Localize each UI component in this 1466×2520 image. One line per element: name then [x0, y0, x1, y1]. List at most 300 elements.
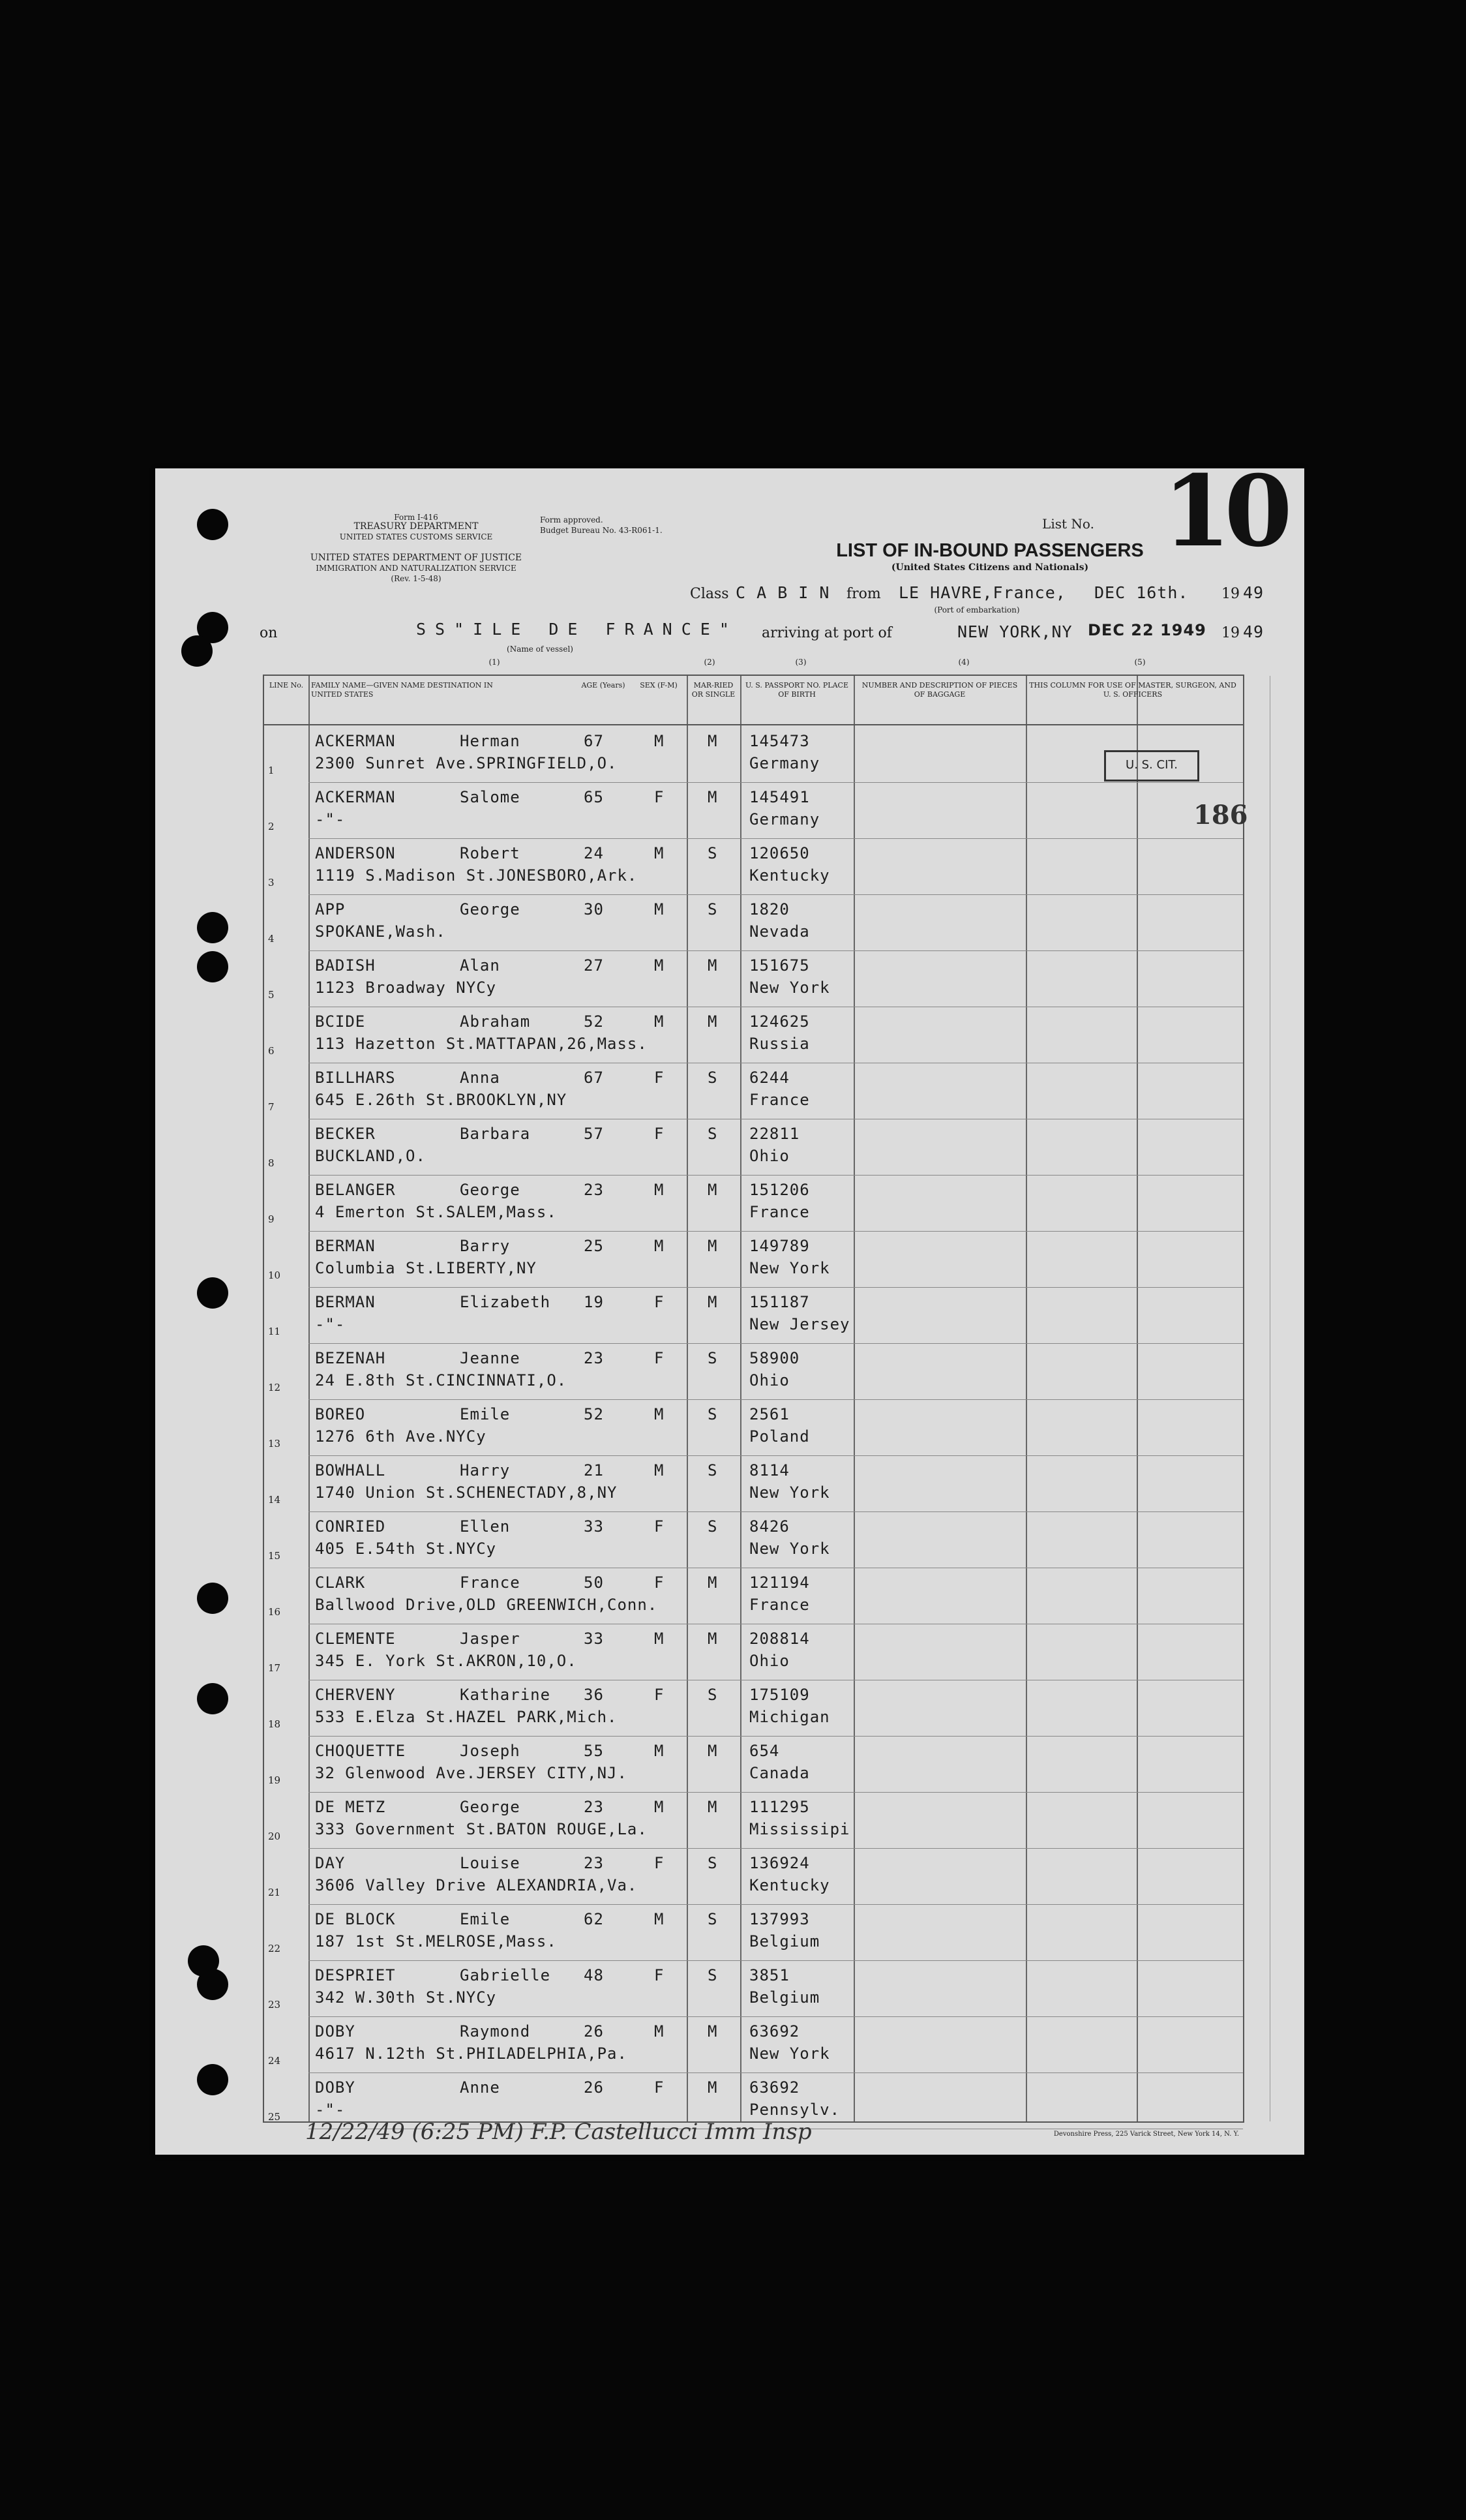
passport-number: 151206 — [749, 1181, 810, 1199]
passport-number: 63692 — [749, 2078, 800, 2097]
passenger-row — [264, 839, 1243, 895]
destination: 645 E.26th St.BROOKLYN,NY — [315, 1091, 567, 1109]
printer-credit: Devonshire Press, 225 Varick Street, New York 14, N. Y. — [1053, 2131, 1240, 2138]
passenger-row — [264, 1624, 1243, 1680]
line-number: 2 — [268, 821, 275, 832]
sex: M — [654, 900, 665, 918]
line-number: 4 — [268, 933, 275, 945]
age: 62 — [584, 1910, 604, 1928]
sex: F — [654, 1573, 665, 1592]
given-name: Raymond — [460, 2022, 531, 2041]
place-of-birth: Germany — [749, 754, 820, 772]
passenger-row — [264, 1793, 1243, 1849]
destination: 187 1st St.MELROSE,Mass. — [315, 1932, 557, 1951]
place-of-birth: New York — [749, 1540, 830, 1558]
list-number: 10 — [1163, 454, 1286, 569]
place-of-birth: Belgium — [749, 1988, 820, 2007]
line-number: 9 — [268, 1213, 275, 1225]
destination: BUCKLAND,O. — [315, 1147, 426, 1165]
given-name: Emile — [460, 1405, 511, 1423]
sex: F — [654, 2078, 665, 2097]
place-of-birth: Poland — [749, 1427, 810, 1446]
binder-hole — [197, 1683, 228, 1714]
class-label: Class — [690, 586, 729, 602]
passport-number: 149789 — [749, 1237, 810, 1255]
class-value: C A B I N — [736, 583, 830, 602]
col-num-2: (2) — [704, 658, 715, 667]
marital-status: S — [708, 1461, 718, 1480]
family-name: BCIDE — [315, 1012, 366, 1031]
place-of-birth: France — [749, 1596, 810, 1614]
age: 55 — [584, 1742, 604, 1760]
marital-status: M — [708, 1237, 718, 1255]
passport-number: 8426 — [749, 1517, 790, 1536]
place-of-birth: Mississipi — [749, 1820, 850, 1838]
line-number: 7 — [268, 1101, 275, 1113]
binder-hole — [197, 951, 228, 982]
given-name: Ellen — [460, 1517, 511, 1536]
passport-number: 151187 — [749, 1293, 810, 1311]
colhead-officers: THIS COLUMN FOR USE OF MASTER, SURGEON, AND U. S. OFFICERS — [1029, 681, 1236, 699]
destination: 1740 Union St.SCHENECTADY,8,NY — [315, 1483, 618, 1502]
year-suffix-2: 49 — [1243, 622, 1264, 641]
header-divider — [264, 724, 1243, 725]
place-of-birth: Ohio — [749, 1147, 790, 1165]
place-of-birth: Ohio — [749, 1652, 790, 1670]
given-name: France — [460, 1573, 520, 1592]
destination: 333 Government St.BATON ROUGE,La. — [315, 1820, 648, 1838]
place-of-birth: Kentucky — [749, 866, 830, 885]
passport-number: 3851 — [749, 1966, 790, 1984]
sex: F — [654, 1293, 665, 1311]
passenger-row — [264, 951, 1243, 1007]
colhead-name: FAMILY NAME—GIVEN NAME DESTINATION IN UNITED STATES — [311, 681, 493, 699]
family-name: CLEMENTE — [315, 1630, 396, 1648]
age: 25 — [584, 1237, 604, 1255]
age: 23 — [584, 1854, 604, 1872]
family-name: BEZENAH — [315, 1349, 386, 1367]
passport-number: 111295 — [749, 1798, 810, 1816]
age: 30 — [584, 900, 604, 918]
given-name: George — [460, 1798, 520, 1816]
passenger-row — [264, 1849, 1243, 1905]
given-name: Abraham — [460, 1012, 531, 1031]
marital-status: S — [708, 900, 718, 918]
age: 57 — [584, 1125, 604, 1143]
port-embark-note: (Port of embarkation) — [934, 605, 1020, 615]
passenger-row — [264, 727, 1243, 783]
line-number: 11 — [268, 1326, 281, 1337]
place-of-birth: Pennsylv. — [749, 2101, 841, 2119]
destination: 32 Glenwood Ave.JERSEY CITY,NJ. — [315, 1764, 627, 1782]
inspector-note: 12/22/49 (6:25 PM) F.P. Castellucci Imm Insp — [305, 2119, 812, 2145]
family-name: BELANGER — [315, 1181, 396, 1199]
family-name: ACKERMAN — [315, 788, 396, 806]
binder-hole — [197, 509, 228, 540]
sex: F — [654, 1966, 665, 1984]
sex: F — [654, 788, 665, 806]
on-label: on — [260, 625, 278, 641]
us-citizen-stamp: U. S. CIT. — [1104, 750, 1199, 782]
sex: F — [654, 1069, 665, 1087]
line-number: 22 — [268, 1943, 281, 1954]
passport-number: 124625 — [749, 1012, 810, 1031]
marital-status: S — [708, 1517, 718, 1536]
place-of-birth: Ohio — [749, 1371, 790, 1389]
family-name: ACKERMAN — [315, 732, 396, 750]
marital-status: M — [708, 956, 718, 975]
family-name: BOWHALL — [315, 1461, 386, 1480]
given-name: Barry — [460, 1237, 511, 1255]
place-of-birth: Belgium — [749, 1932, 820, 1951]
place-of-birth: Kentucky — [749, 1876, 830, 1894]
passenger-row — [264, 1063, 1243, 1119]
given-name: Jeanne — [460, 1349, 520, 1367]
customs-service: UNITED STATES CUSTOMS SERVICE — [339, 532, 493, 541]
given-name: Herman — [460, 732, 520, 750]
destination: 345 E. York St.AKRON,10,O. — [315, 1652, 577, 1670]
age: 21 — [584, 1461, 604, 1480]
age: 65 — [584, 788, 604, 806]
arriving-label: arriving at port of — [762, 625, 892, 641]
sex: M — [654, 844, 665, 862]
sex: M — [654, 1910, 665, 1928]
passenger-row — [264, 1905, 1243, 1961]
departure-date: DEC 16th. — [1094, 583, 1189, 602]
family-name: ANDERSON — [315, 844, 396, 862]
destination: 1123 Broadway NYCy — [315, 979, 497, 997]
sex: F — [654, 1854, 665, 1872]
marital-status: S — [708, 1854, 718, 1872]
line-number: 1 — [268, 765, 275, 776]
age: 23 — [584, 1349, 604, 1367]
year-prefix-2: 19 — [1221, 625, 1240, 641]
destination: 2300 Sunret Ave.SPRINGFIELD,O. — [315, 754, 618, 772]
given-name: Salome — [460, 788, 520, 806]
destination: 1276 6th Ave.NYCy — [315, 1427, 486, 1446]
passenger-row — [264, 783, 1243, 839]
destination: 405 E.54th St.NYCy — [315, 1540, 497, 1558]
manifest-title: LIST OF IN-BOUND PASSENGERS — [836, 540, 1144, 561]
sex: M — [654, 1742, 665, 1760]
vessel-name: SS"ILE DE FRANCE" — [416, 620, 738, 639]
marital-status: M — [708, 1012, 718, 1031]
passenger-row — [264, 1119, 1243, 1176]
age: 52 — [584, 1405, 604, 1423]
binder-hole — [197, 2064, 228, 2095]
marital-status: M — [708, 732, 718, 750]
passport-number: 145473 — [749, 732, 810, 750]
marital-status: M — [708, 1798, 718, 1816]
line-number: 3 — [268, 877, 275, 888]
col-num-1: (1) — [488, 658, 500, 667]
age: 19 — [584, 1293, 604, 1311]
binder-hole — [197, 1583, 228, 1614]
place-of-birth: France — [749, 1091, 810, 1109]
line-number: 12 — [268, 1382, 281, 1393]
colhead-baggage: NUMBER AND DESCRIPTION OF PIECES OF BAGGAGE — [861, 681, 1018, 699]
passenger-row — [264, 1456, 1243, 1512]
given-name: Anne — [460, 2078, 500, 2097]
passenger-row — [264, 1232, 1243, 1288]
family-name: DE METZ — [315, 1798, 386, 1816]
age: 52 — [584, 1012, 604, 1031]
marital-status: M — [708, 1742, 718, 1760]
passport-number: 175109 — [749, 1686, 810, 1704]
place-of-birth: Michigan — [749, 1708, 830, 1726]
family-name: APP — [315, 900, 346, 918]
line-number: 17 — [268, 1662, 281, 1674]
place-of-birth: Nevada — [749, 922, 810, 941]
marital-status: M — [708, 1630, 718, 1648]
marital-status: M — [708, 1573, 718, 1592]
col-num-3: (3) — [795, 658, 807, 667]
line-number: 15 — [268, 1550, 281, 1562]
year-suffix-1: 49 — [1243, 583, 1264, 602]
age: 23 — [584, 1798, 604, 1816]
age: 26 — [584, 2078, 604, 2097]
family-name: BOREO — [315, 1405, 366, 1423]
given-name: Alan — [460, 956, 500, 975]
family-name: BECKER — [315, 1125, 376, 1143]
age: 36 — [584, 1686, 604, 1704]
passport-number: 151675 — [749, 956, 810, 975]
treasury-dept: TREASURY DEPARTMENT — [353, 521, 479, 532]
destination: 533 E.Elza St.HAZEL PARK,Mich. — [315, 1708, 618, 1726]
sex: M — [654, 1798, 665, 1816]
family-name: DOBY — [315, 2078, 355, 2097]
ins-service: IMMIGRATION AND NATURALIZATION SERVICE — [316, 564, 516, 573]
sex: M — [654, 1237, 665, 1255]
passenger-row — [264, 1176, 1243, 1232]
given-name: Anna — [460, 1069, 500, 1087]
given-name: Elizabeth — [460, 1293, 551, 1311]
place-of-birth: Canada — [749, 1764, 810, 1782]
sex: M — [654, 1630, 665, 1648]
family-name: BILLHARS — [315, 1069, 396, 1087]
sex: F — [654, 1349, 665, 1367]
arrival-date-stamp: DEC 22 1949 — [1088, 621, 1206, 639]
marital-status: S — [708, 1069, 718, 1087]
place-of-birth: New Jersey — [749, 1315, 850, 1333]
age: 67 — [584, 1069, 604, 1087]
arrival-port: NEW YORK,NY — [957, 622, 1073, 641]
line-number: 10 — [268, 1269, 281, 1281]
col-num-5: (5) — [1134, 658, 1146, 667]
col-num-4: (4) — [958, 658, 970, 667]
form-number: Form I-416 — [394, 513, 438, 522]
destination: 24 E.8th St.CINCINNATI,O. — [315, 1371, 567, 1389]
passport-number: 2561 — [749, 1405, 790, 1423]
vessel-note: (Name of vessel) — [507, 645, 573, 654]
passport-number: 1820 — [749, 900, 790, 918]
destination: Columbia St.LIBERTY,NY — [315, 1259, 537, 1277]
place-of-birth: New York — [749, 1483, 830, 1502]
sex: F — [654, 1125, 665, 1143]
marital-status: S — [708, 1686, 718, 1704]
passenger-row — [264, 895, 1243, 951]
passenger-row — [264, 1288, 1243, 1344]
given-name: Gabrielle — [460, 1966, 551, 1984]
form-approved: Form approved. — [540, 515, 603, 524]
justice-dept: UNITED STATES DEPARTMENT OF JUSTICE — [310, 553, 522, 563]
passport-number: 8114 — [749, 1461, 790, 1480]
passport-number: 6244 — [749, 1069, 790, 1087]
sex: M — [654, 732, 665, 750]
line-number: 20 — [268, 1830, 281, 1842]
marital-status: M — [708, 788, 718, 806]
passport-number: 120650 — [749, 844, 810, 862]
passport-number: 22811 — [749, 1125, 800, 1143]
passport-number: 63692 — [749, 2022, 800, 2041]
place-of-birth: New York — [749, 1259, 830, 1277]
passenger-row — [264, 1737, 1243, 1793]
sex: M — [654, 1461, 665, 1480]
year-prefix-1: 19 — [1221, 586, 1240, 602]
line-number: 19 — [268, 1774, 281, 1786]
passport-number: 136924 — [749, 1854, 810, 1872]
age: 67 — [584, 732, 604, 750]
sex: M — [654, 2022, 665, 2041]
age: 33 — [584, 1630, 604, 1648]
passport-number: 145491 — [749, 788, 810, 806]
given-name: Katharine — [460, 1686, 551, 1704]
binder-hole — [197, 912, 228, 943]
line-number: 23 — [268, 1999, 281, 2011]
age: 50 — [584, 1573, 604, 1592]
given-name: George — [460, 1181, 520, 1199]
marital-status: M — [708, 1181, 718, 1199]
passport-number: 208814 — [749, 1630, 810, 1648]
destination: 4617 N.12th St.PHILADELPHIA,Pa. — [315, 2044, 627, 2063]
destination: SPOKANE,Wash. — [315, 922, 446, 941]
given-name: Robert — [460, 844, 520, 862]
line-number: 5 — [268, 989, 275, 1001]
marital-status: S — [708, 1910, 718, 1928]
family-name: BERMAN — [315, 1237, 376, 1255]
passport-number: 58900 — [749, 1349, 800, 1367]
family-name: DE BLOCK — [315, 1910, 396, 1928]
place-of-birth: France — [749, 1203, 810, 1221]
family-name: BADISH — [315, 956, 376, 975]
passenger-row — [264, 1007, 1243, 1063]
marital-status: S — [708, 844, 718, 862]
passport-number: 121194 — [749, 1573, 810, 1592]
colhead-passport: U. S. PASSPORT NO. PLACE OF BIRTH — [745, 681, 849, 699]
colhead-line-no: LINE No. — [269, 681, 304, 690]
given-name: Louise — [460, 1854, 520, 1872]
place-of-birth: New York — [749, 2044, 830, 2063]
passenger-row — [264, 1568, 1243, 1624]
colhead-married: MAR-RIED OR SINGLE — [691, 681, 736, 699]
binder-hole — [181, 635, 213, 667]
age: 33 — [584, 1517, 604, 1536]
line-number: 13 — [268, 1438, 281, 1450]
destination: 113 Hazetton St.MATTAPAN,26,Mass. — [315, 1035, 648, 1053]
destination: 342 W.30th St.NYCy — [315, 1988, 497, 2007]
destination: Ballwood Drive,OLD GREENWICH,Conn. — [315, 1596, 658, 1614]
marital-status: S — [708, 1349, 718, 1367]
sex: F — [654, 1517, 665, 1536]
family-name: CLARK — [315, 1573, 366, 1592]
family-name: DOBY — [315, 2022, 355, 2041]
passenger-row — [264, 2017, 1243, 2073]
line-number: 8 — [268, 1157, 275, 1169]
sex: M — [654, 1181, 665, 1199]
marital-status: M — [708, 1293, 718, 1311]
line-number: 14 — [268, 1494, 281, 1506]
marital-status: S — [708, 1966, 718, 1984]
given-name: George — [460, 900, 520, 918]
passenger-row — [264, 1961, 1243, 2017]
age: 27 — [584, 956, 604, 975]
family-name: DAY — [315, 1854, 346, 1872]
line-number: 21 — [268, 1887, 281, 1898]
destination: -"- — [315, 810, 346, 828]
given-name: Harry — [460, 1461, 511, 1480]
binder-hole — [197, 1277, 228, 1309]
passenger-table — [263, 675, 1244, 2123]
destination: 4 Emerton St.SALEM,Mass. — [315, 1203, 557, 1221]
list-no-label: List No. — [1042, 516, 1094, 532]
passport-number: 654 — [749, 1742, 780, 1760]
given-name: Joseph — [460, 1742, 520, 1760]
passenger-row — [264, 1512, 1243, 1568]
given-name: Barbara — [460, 1125, 531, 1143]
destination: 1119 S.Madison St.JONESBORO,Ark. — [315, 866, 638, 885]
given-name: Emile — [460, 1910, 511, 1928]
passenger-row — [264, 1680, 1243, 1737]
passenger-row — [264, 1344, 1243, 1400]
family-name: DESPRIET — [315, 1966, 396, 1984]
family-name: BERMAN — [315, 1293, 376, 1311]
age: 26 — [584, 2022, 604, 2041]
sex: M — [654, 1405, 665, 1423]
embarkation-port: LE HAVRE,France, — [899, 583, 1066, 602]
family-name: CHERVENY — [315, 1686, 396, 1704]
passport-number: 137993 — [749, 1910, 810, 1928]
manifest-subtitle: (United States Citizens and Nationals) — [891, 562, 1089, 573]
line-number: 6 — [268, 1045, 275, 1057]
revision: (Rev. 1-5-48) — [391, 574, 441, 583]
marital-status: S — [708, 1405, 718, 1423]
place-of-birth: New York — [749, 979, 830, 997]
age: 48 — [584, 1966, 604, 1984]
manifest-sheet — [155, 454, 1304, 2155]
budget-bureau: Budget Bureau No. 43-R061-1. — [540, 526, 663, 535]
sex: F — [654, 1686, 665, 1704]
family-name: CHOQUETTE — [315, 1742, 406, 1760]
binder-hole — [197, 1969, 228, 2000]
destination: -"- — [315, 2101, 346, 2119]
place-of-birth: Germany — [749, 810, 820, 828]
age: 23 — [584, 1181, 604, 1199]
annotation-186: 186 — [1193, 800, 1248, 830]
family-name: CONRIED — [315, 1517, 386, 1536]
line-number: 24 — [268, 2055, 281, 2067]
sex: M — [654, 956, 665, 975]
colhead-age: AGE (Years) — [581, 681, 625, 690]
destination: 3606 Valley Drive ALEXANDRIA,Va. — [315, 1876, 638, 1894]
age: 24 — [584, 844, 604, 862]
marital-status: S — [708, 1125, 718, 1143]
place-of-birth: Russia — [749, 1035, 810, 1053]
sex: M — [654, 1012, 665, 1031]
line-number: 25 — [268, 2111, 281, 2123]
given-name: Jasper — [460, 1630, 520, 1648]
passenger-row — [264, 1400, 1243, 1456]
destination: -"- — [315, 1315, 346, 1333]
